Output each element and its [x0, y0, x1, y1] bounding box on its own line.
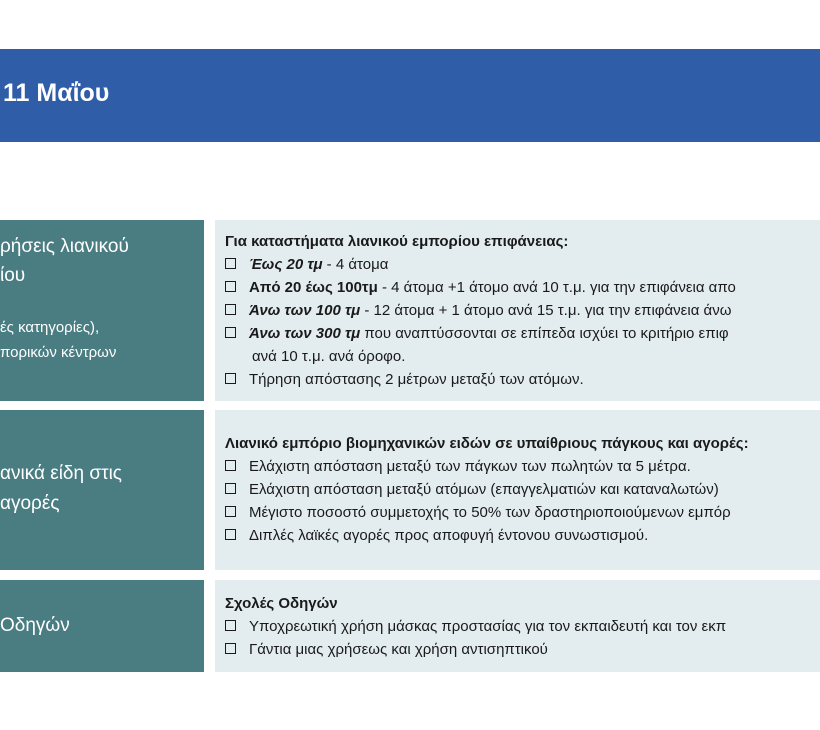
- section-label-driving-schools: [0, 580, 204, 672]
- item-bold-text: Άνω των 100 τμ: [249, 302, 361, 319]
- checkbox-bullet-icon: [225, 460, 236, 471]
- section-title-line: Οδηγών: [0, 615, 70, 636]
- list-item: [225, 504, 731, 521]
- section-title-line: ρήσεις λιανικού: [0, 236, 129, 257]
- item-text: Ελάχιστη απόσταση μεταξύ των πάγκων των πωλητών τα 5 μέτρα.: [249, 458, 691, 475]
- item-text: Υποχρεωτική χρήση μάσκας προστασίας για τον εκπαιδευτή και τον εκπ: [249, 618, 727, 635]
- checkbox-bullet-icon: [225, 506, 236, 517]
- section-heading: Λιανικό εμπόριο βιομηχανικών ειδών σε υπαίθριους πάγκους και αγορές:: [225, 435, 749, 452]
- list-item: [225, 458, 691, 475]
- checkbox-bullet-icon: [225, 281, 236, 292]
- item-text: - 4 άτομα +1 άτομο ανά 10 τ.μ. για την επιφάνεια απο: [377, 279, 736, 296]
- list-item: [225, 325, 729, 342]
- item-text: Ελάχιστη απόσταση μεταξύ ατόμων (επαγγελματιών και καταναλωτών): [249, 481, 719, 498]
- section-label-markets: [0, 410, 204, 570]
- list-item: [225, 618, 726, 635]
- item-text: Γάντια μιας χρήσεως και χρήση αντισηπτικού: [249, 641, 548, 658]
- header-banner: [0, 49, 820, 142]
- section-subtitle-line: πορικών κέντρων: [0, 344, 117, 361]
- list-item: [225, 641, 548, 658]
- item-bold-text: Από 20 έως 100τμ: [249, 279, 378, 296]
- section-label-retail: [0, 220, 204, 401]
- checkbox-bullet-icon: [225, 483, 236, 494]
- list-item: [225, 279, 736, 296]
- section-rules-driving-schools: [215, 580, 820, 672]
- checkbox-bullet-icon: [225, 258, 236, 269]
- item-text: Διπλές λαϊκές αγορές προς αποφυγή έντονου συνωστισμού.: [249, 527, 649, 544]
- item-text: - 12 άτομα + 1 άτομο ανά 15 τ.μ. για την επιφάνεια άνω: [360, 302, 732, 319]
- item-text: Τήρηση απόστασης 2 μέτρων μεταξύ των ατόμων.: [249, 371, 584, 388]
- section-title-line: ίου: [0, 265, 26, 286]
- section-title-line: ανικά είδη στις: [0, 463, 122, 484]
- checkbox-bullet-icon: [225, 643, 236, 654]
- page-title: 11 Μαΐου: [3, 79, 110, 107]
- section-heading: Για καταστήματα λιανικού εμπορίου επιφάνειας:: [225, 233, 569, 250]
- list-item-continuation: ανά 10 τ.μ. ανά όροφο.: [252, 348, 406, 365]
- item-text: Μέγιστο ποσοστό συμμετοχής το 50% των δραστηριοποιούμενων εμπόρ: [249, 504, 731, 521]
- list-item: [225, 527, 648, 544]
- section-subtitle-line: ές κατηγορίες),: [0, 319, 100, 336]
- section-rules-markets: [215, 410, 820, 570]
- section-title-line: αγορές: [0, 493, 60, 514]
- list-item: [225, 481, 719, 498]
- item-text: - 4 άτομα: [322, 256, 389, 273]
- list-item: [225, 302, 731, 319]
- section-rules-retail: [215, 220, 820, 401]
- checkbox-bullet-icon: [225, 327, 236, 338]
- section-heading: Σχολές Οδηγών: [225, 595, 338, 612]
- list-item: [225, 256, 388, 273]
- checkbox-bullet-icon: [225, 620, 236, 631]
- checkbox-bullet-icon: [225, 529, 236, 540]
- item-text: που αναπτύσσονται σε επίπεδα ισχύει το κριτήριο επιφ: [360, 325, 729, 342]
- checkbox-bullet-icon: [225, 373, 236, 384]
- item-bold-text: Έως 20 τμ: [249, 256, 323, 273]
- checkbox-bullet-icon: [225, 304, 236, 315]
- list-item: [225, 371, 584, 388]
- item-bold-text: Άνω των 300 τμ: [249, 325, 361, 342]
